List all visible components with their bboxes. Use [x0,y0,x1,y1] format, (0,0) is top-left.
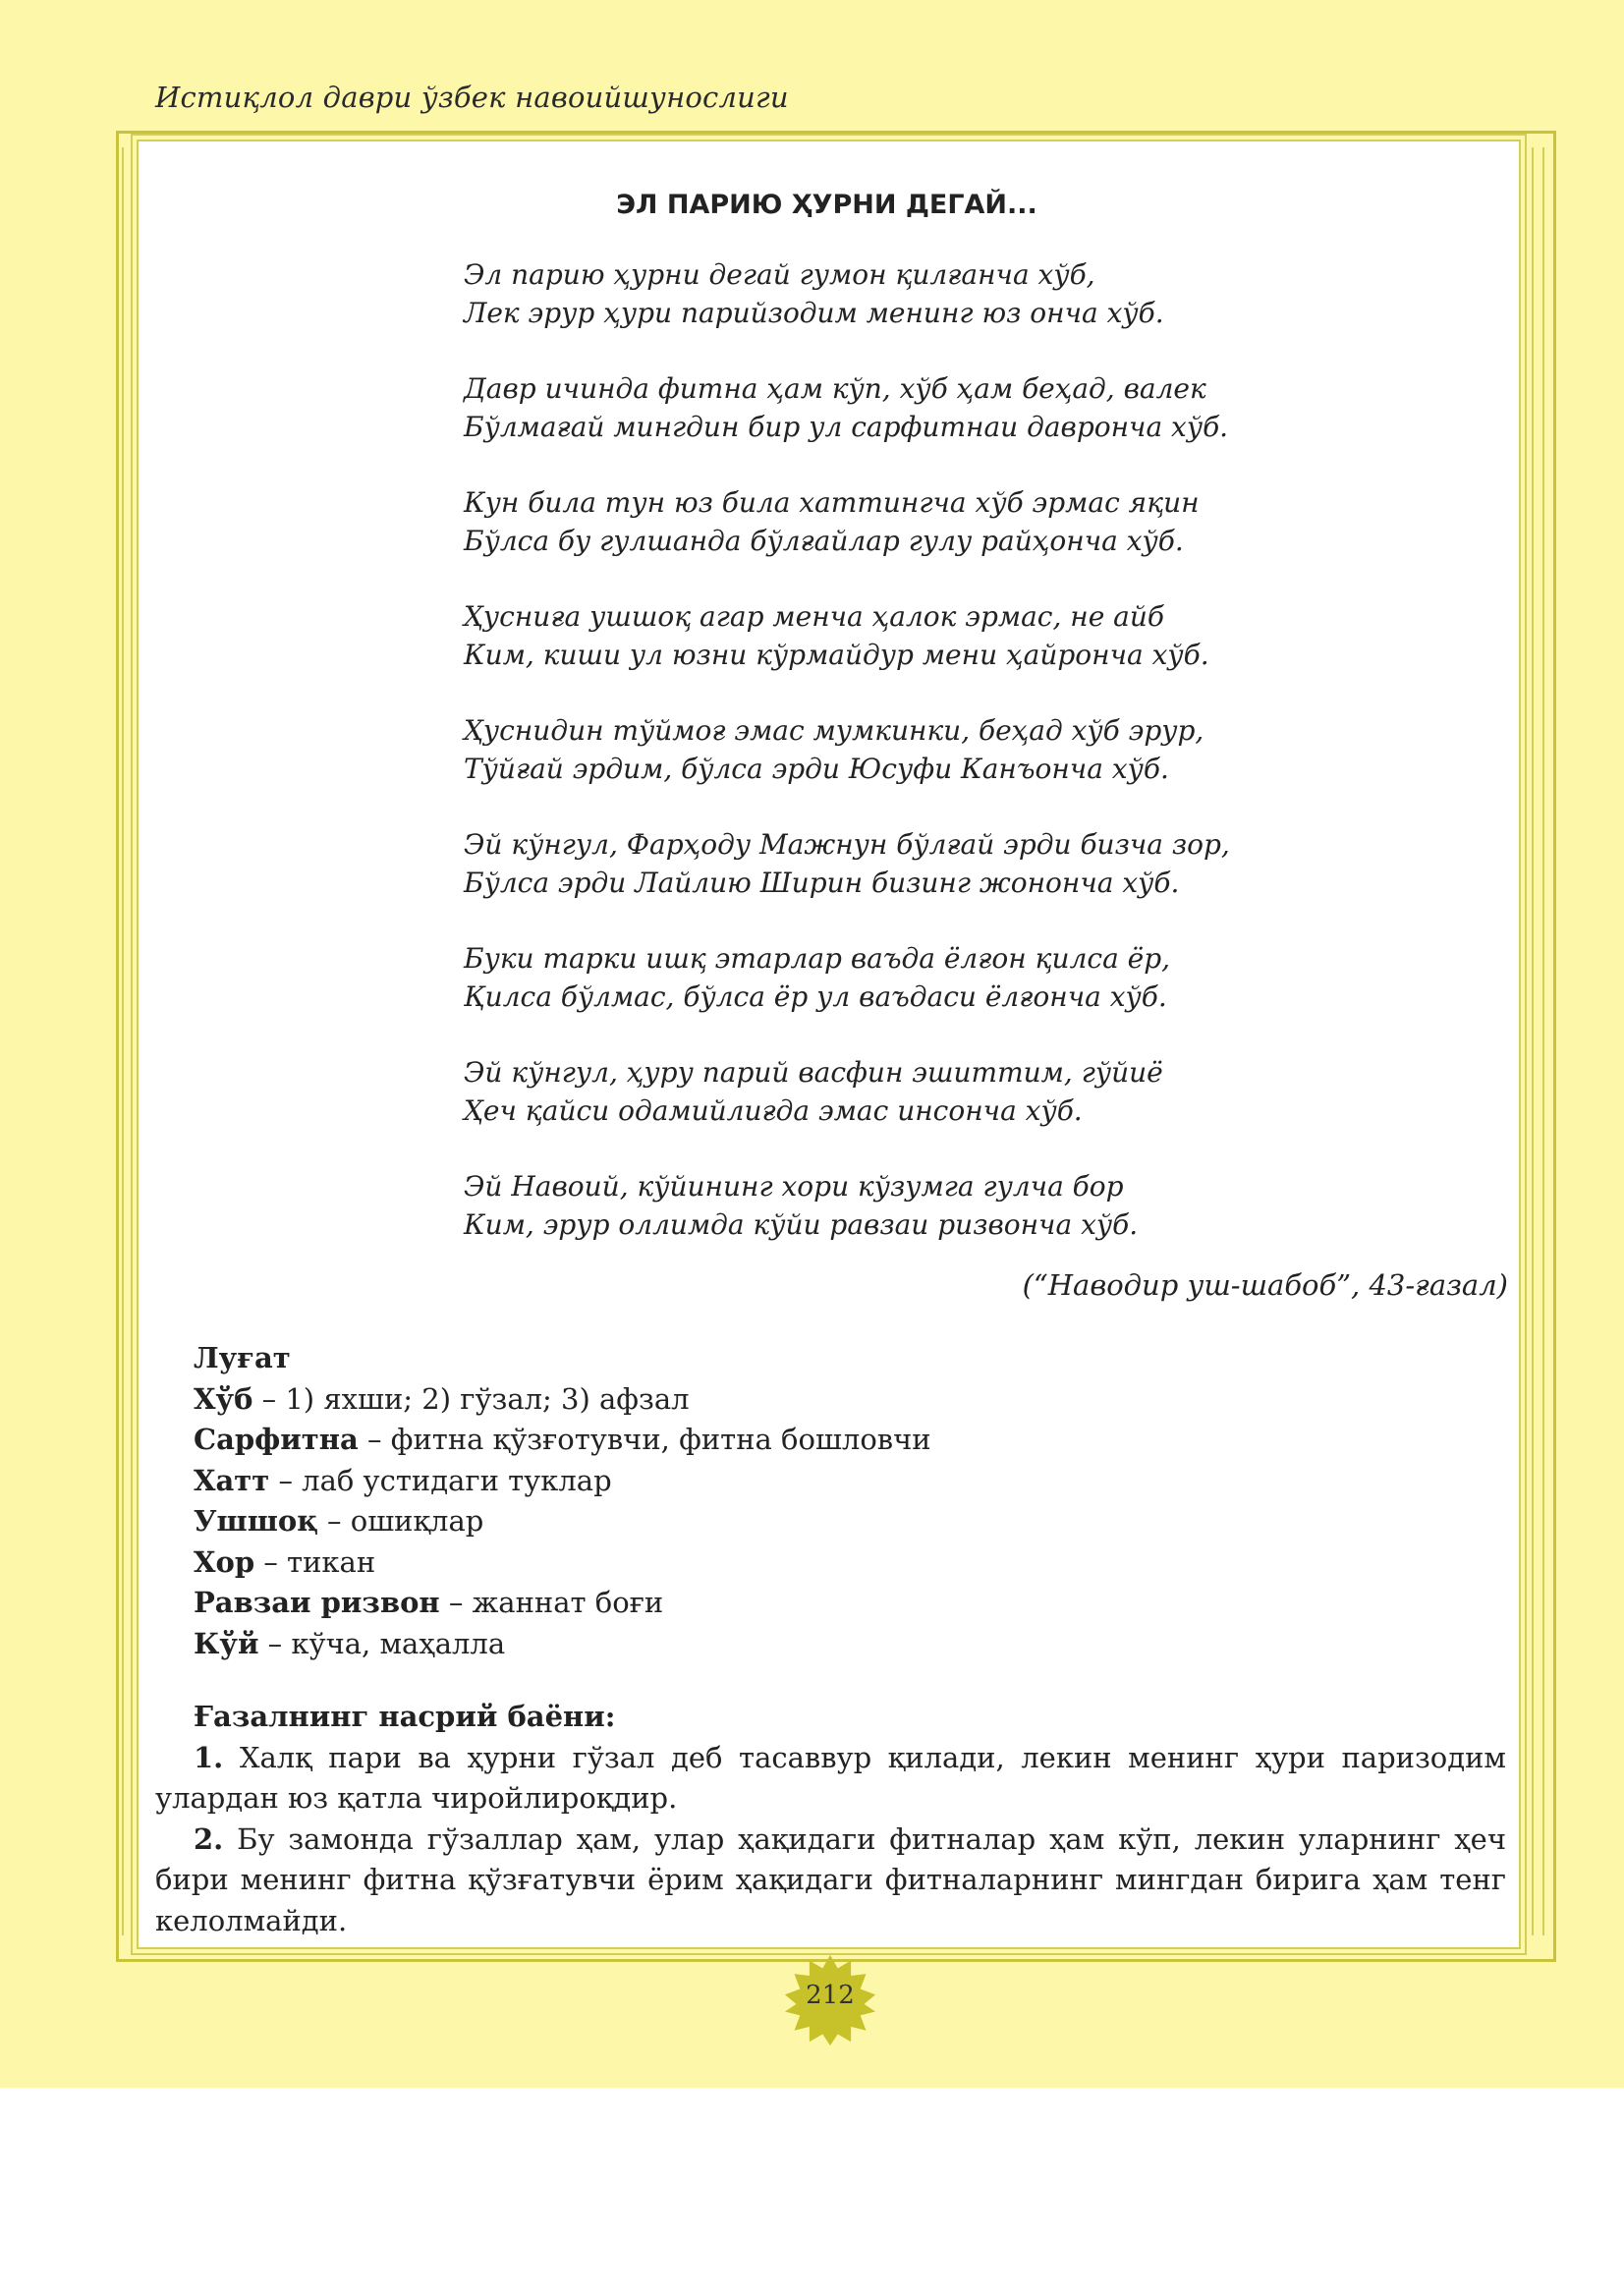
poem-line: Эл парию ҳурни дегай гумон қилғанча хўб, [464,258,1095,291]
glossary-term: Хор [194,1544,255,1579]
paragraph-text: Халқ пари ва ҳурни гўзал деб тасаввур қилади, лекин менинг ҳури паризодим улардан юз қатла чиройлироқдир. [155,1740,1506,1815]
paragraph-text: Бу замонда гўзаллар ҳам, улар ҳақидаги фитналар ҳам кўп, лекин уларнинг ҳеч бири менинг фитна қўзғатувчи ёрим ҳақидаги фитналарнинг мингдан бирига ҳам тенг келолмайди. [155,1821,1506,1937]
prose-paragraph [155,1738,1506,1820]
glossary-item [194,1542,1471,1584]
poem-title: ЭЛ ПАРИЮ ҲУРНИ ДЕГАЙ... [616,190,1037,220]
poem-stanza [464,711,1446,788]
poem-stanza [464,1053,1446,1130]
poem-line: Қилса бўлмас, бўлса ёр ул ваъдаси ёлғонча хўб. [464,980,1167,1013]
poem-line: Ҳуснидин тўймоғ эмас мумкинки, беҳад хўб эрур, [464,714,1204,747]
glossary-term: Кўй [194,1626,259,1660]
poem-line: Тўйғай эрдим, бўлса эрди Юсуфи Канъонча хўб. [464,753,1169,785]
poem-line: Ҳеч қайси одамийлиғда эмас инсонча хўб. [464,1094,1083,1127]
poem-line: Бўлса эрди Лайлию Ширин бизинг жононча хўб. [464,867,1180,899]
glossary-item [194,1379,1471,1421]
poem-line: Ким, эрур оллимда кўйи равзаи ризвонча хўб. [464,1208,1139,1241]
glossary-term: Сарфитна [194,1423,359,1456]
poem-source: (“Наводир уш-шабоб”, 43-ғазал) [1022,1268,1508,1302]
glossary-item [194,1420,1471,1461]
poem-line: Эй кўнгул, Фарҳоду Мажнун бўлғай эрди бизча зор, [464,828,1230,861]
poem-line: Бўлмағай мингдин бир ул сарфитнаи давронча хўб. [464,411,1229,443]
glossary-item [194,1624,1471,1665]
poem-line: Ҳусниға ушшоқ агар менча ҳалок эрмас, не айб [464,600,1165,633]
glossary-definition: – ошиқлар [317,1504,484,1538]
glossary-definition: – лаб устидаги туклар [269,1463,612,1497]
glossary-heading: Луғат [194,1341,291,1374]
prose-paragraphs [155,1738,1506,1942]
glossary-definition: – кўча, маҳалла [258,1626,506,1660]
poem-stanza [464,939,1446,1016]
glossary-term: Хўб [194,1381,253,1416]
poem-line: Эй кўнгул, ҳуру парий васфин эшиттим, гўйиё [464,1056,1163,1089]
prose-translation [155,1697,1506,1941]
prose-heading: Ғазалнинг насрий баёни: [194,1700,616,1733]
poem-stanza [464,825,1446,902]
poem-line: Ким, киши ул юзни кўрмайдур мени ҳайронча хўб. [464,639,1209,671]
poem-line: Бўлса бу гулшанда бўлғайлар гулу райҳонча хўб. [464,525,1184,557]
glossary-term: Хатт [194,1463,270,1497]
prose-paragraph [155,1820,1506,1942]
poem-stanza [464,1167,1446,1244]
poem-line: Лек эрур ҳури парийзодим менинг юз онча хўб. [464,297,1164,329]
paragraph-number: 1. [194,1740,224,1774]
poem-stanza [464,255,1446,332]
poem-line: Кун била тун юз била хаттингча хўб эрмас яқин [464,486,1200,519]
running-title: Истиқлол даври ўзбек навоийшунослиги [155,81,789,114]
frame-rail-left [122,147,135,1935]
poem-stanza [464,369,1446,446]
glossary [194,1338,1471,1664]
glossary-definition: – жаннат боғи [439,1586,664,1619]
poem-line: Давр ичинда фитна ҳам кўп, хўб ҳам беҳад, валек [464,372,1206,405]
glossary-definition: – тикан [254,1544,376,1579]
glossary-term: Равзаи ризвон [194,1586,440,1619]
poem-body [464,255,1446,1281]
glossary-term: Ушшоқ [194,1504,318,1538]
frame-rail-right [1532,147,1544,1935]
glossary-definition: – 1) яхши; 2) гўзал; 3) афзал [252,1381,690,1416]
poem-line: Эй Навоий, кўйининг хори кўзумга гулча бор [464,1170,1124,1203]
page-number: 212 [806,1981,855,2010]
glossary-item [194,1501,1471,1542]
glossary-item [194,1461,1471,1502]
poem-stanza [464,483,1446,560]
glossary-definition: – фитна қўзғотувчи, фитна бошловчи [358,1423,931,1456]
glossary-list [194,1379,1471,1665]
paragraph-number: 2. [194,1821,224,1856]
poem-line: Буки тарки ишқ этарлар ваъда ёлғон қилса ёр, [464,942,1171,975]
poem-stanza [464,597,1446,674]
glossary-item [194,1583,1471,1624]
